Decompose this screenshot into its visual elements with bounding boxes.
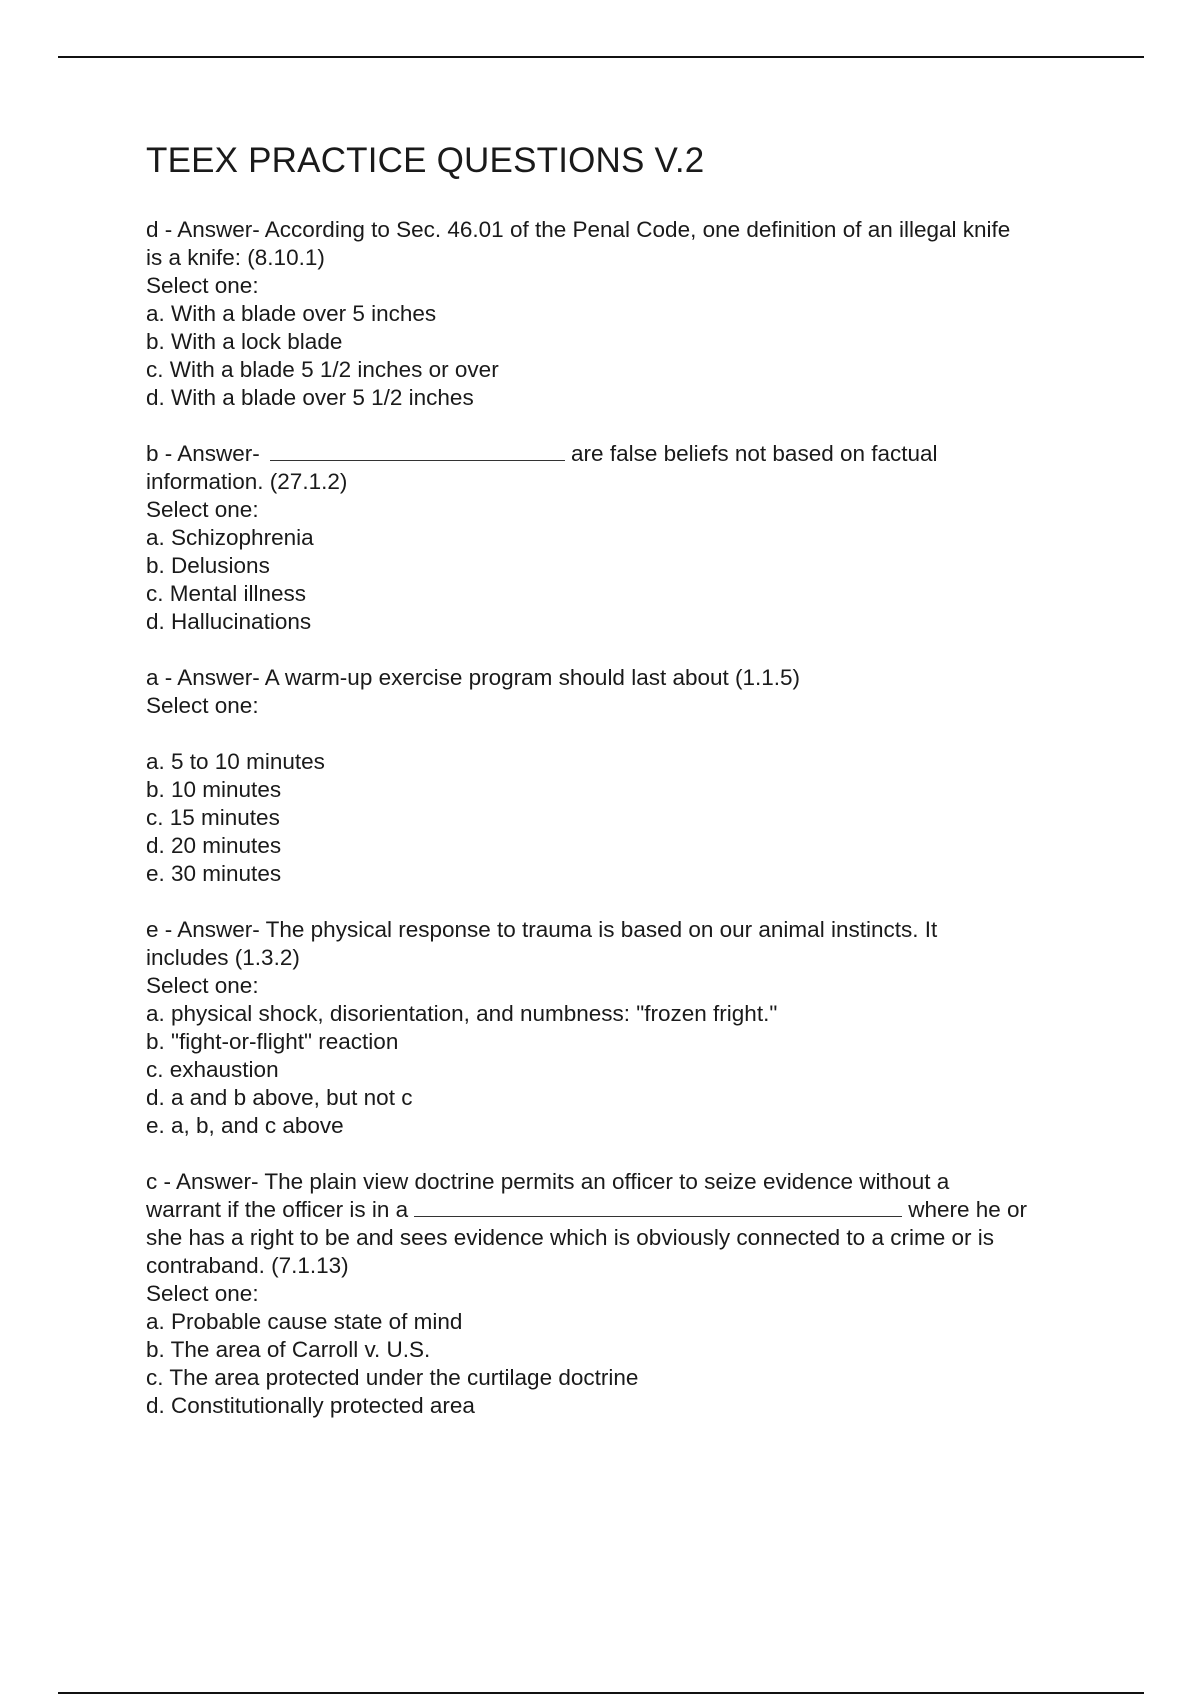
select-one-label: Select one: xyxy=(146,693,259,718)
stem-text: are false beliefs not based on factual xyxy=(571,441,938,466)
question-1 xyxy=(146,216,1086,412)
option-a: a. 5 to 10 minutes xyxy=(146,749,325,774)
top-rule xyxy=(58,56,1144,58)
stem-text: The physical response to trauma is based on our animal instincts. It xyxy=(265,917,938,942)
answer-key: e - Answer- xyxy=(146,917,266,942)
question-stem xyxy=(146,664,1086,692)
option-c: c. With a blade 5 1/2 inches or over xyxy=(146,357,499,382)
option-a: a. Schizophrenia xyxy=(146,525,314,550)
stem-text: According to Sec. 46.01 of the Penal Code, one definition of an illegal knife xyxy=(264,217,1011,242)
option-e: e. 30 minutes xyxy=(146,861,282,886)
answer-key: d - Answer- xyxy=(146,217,265,242)
option-c: c. Mental illness xyxy=(146,581,307,606)
fill-in-blank xyxy=(414,1196,902,1217)
option-d: d. Constitutionally protected area xyxy=(146,1393,475,1418)
option-b: b. 10 minutes xyxy=(146,777,282,802)
stem-text: includes (1.3.2) xyxy=(146,945,300,970)
question-5 xyxy=(146,1168,1086,1420)
answer-key: c - Answer- xyxy=(146,1169,265,1194)
document-body xyxy=(146,140,1086,1448)
option-d: d. Hallucinations xyxy=(146,609,312,634)
stem-text: warrant if the officer is in a xyxy=(146,1197,409,1222)
question-stem xyxy=(146,216,1086,244)
option-b: b. With a lock blade xyxy=(146,329,343,354)
option-d: d. a and b above, but not c xyxy=(146,1085,413,1110)
stem-text: A warm-up exercise program should last about (1.1.5) xyxy=(264,665,801,690)
question-3 xyxy=(146,664,1086,888)
fill-in-blank xyxy=(270,440,565,461)
stem-text: contraband. (7.1.13) xyxy=(146,1253,349,1278)
question-2 xyxy=(146,440,1086,636)
question-stem xyxy=(146,916,1086,944)
option-c: c. exhaustion xyxy=(146,1057,279,1082)
stem-text: information. (27.1.2) xyxy=(146,469,348,494)
question-stem xyxy=(146,440,1086,468)
select-one-label: Select one: xyxy=(146,1281,259,1306)
option-b: b. "fight-or-flight" reaction xyxy=(146,1029,399,1054)
option-a: a. physical shock, disorientation, and numbness: "frozen fright." xyxy=(146,1001,778,1026)
stem-text: The plain view doctrine permits an officer to seize evidence without a xyxy=(264,1169,950,1194)
question-4 xyxy=(146,916,1086,1140)
option-c: c. 15 minutes xyxy=(146,805,280,830)
answer-key: b - Answer- xyxy=(146,441,267,466)
stem-text: she has a right to be and sees evidence which is obviously connected to a crime or is xyxy=(146,1225,994,1250)
stem-text: where he or xyxy=(908,1197,1028,1222)
option-c: c. The area protected under the curtilage doctrine xyxy=(146,1365,639,1390)
option-b: b. The area of Carroll v. U.S. xyxy=(146,1337,431,1362)
stem-text-with-blank xyxy=(146,1196,1086,1224)
select-one-label: Select one: xyxy=(146,497,259,522)
option-a: a. With a blade over 5 inches xyxy=(146,301,437,326)
page-title: TEEX PRACTICE QUESTIONS V.2 xyxy=(146,141,705,180)
stem-text: is a knife: (8.10.1) xyxy=(146,245,325,270)
question-stem xyxy=(146,1168,1086,1196)
answer-key: a - Answer- xyxy=(146,665,265,690)
select-one-label: Select one: xyxy=(146,973,259,998)
option-a: a. Probable cause state of mind xyxy=(146,1309,463,1334)
select-one-label: Select one: xyxy=(146,273,259,298)
bottom-rule xyxy=(58,1692,1144,1694)
option-d: d. 20 minutes xyxy=(146,833,282,858)
option-d: d. With a blade over 5 1/2 inches xyxy=(146,385,474,410)
option-b: b. Delusions xyxy=(146,553,270,578)
spacer xyxy=(146,720,1086,748)
option-e: e. a, b, and c above xyxy=(146,1113,344,1138)
